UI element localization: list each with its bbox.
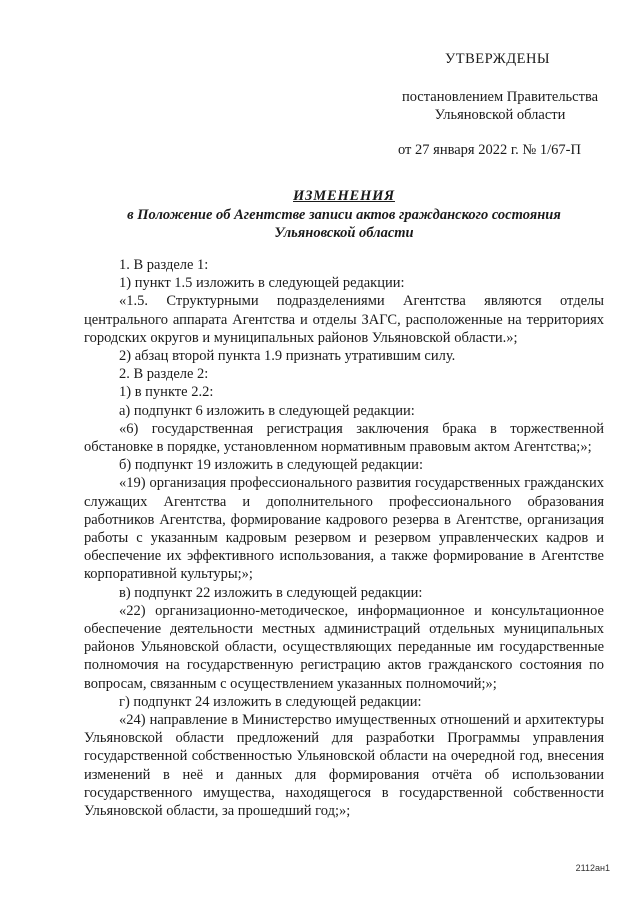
paragraph: 1. В разделе 1:	[119, 257, 209, 273]
paragraph: 2. В разделе 2:	[119, 366, 209, 383]
paragraph: «22) организационно-методическое, информационное и консультационное обеспечение деятельности местных администраций отдельных муниципальных районов Ульяновской области, осуществляющих переданные им государственные полномочия на государственную регистрацию актов гражданского состояния по вопросам, связанным с осуществлением указанных полномочий;»;	[84, 602, 604, 692]
paragraph: г) подпункт 24 изложить в следующей редакции:	[119, 693, 422, 710]
approval-block	[395, 88, 605, 124]
approval-line-1: постановлением Правительства	[401, 89, 599, 105]
paragraph: «24) направление в Министерство имущественных отношений и архитектуры Ульяновской области предложений для разработки Программы управления государственной собственностью Ульяновской области на очередной год, внесения изменений в неё и данных для формирования отчёта об использовании государственного имущества, находящегося в государственной собственности Ульяновской области, за прошедший год;»;	[84, 712, 604, 820]
paragraph: «19) организация профессионального развития государственных гражданских служащих Агентства и дополнительного профессионального образования работников Агентства, формирование кадрового резерва в Агентстве, организация работы с указанным кадровым резервом и резервом управленческих кадров и обеспечение их эффективного использования, а также формирование в Агентстве корпоративной культуры;»;	[84, 475, 604, 583]
paragraph: «6) государственная регистрация заключения брака в торжественной обстановке в порядке, установленном нормативным правовым актом Агентства;»;	[84, 420, 604, 456]
paragraph: в) подпункт 22 изложить в следующей редакции:	[119, 584, 423, 601]
document-title	[84, 187, 604, 243]
paragraph: 1) пункт 1.5 изложить в следующей редакции:	[119, 275, 405, 292]
title-line-2: в Положение об Агентстве записи актов гражданского состояния	[127, 206, 561, 223]
paragraph: а) подпункт 6 изложить в следующей редакции:	[119, 402, 415, 419]
approval-date: от 27 января 2022 г. № 1/67-П	[398, 142, 581, 158]
paragraph: 2) абзац второй пункта 1.9 признать утратившим силу.	[119, 348, 456, 365]
footer-code: 2112ан1	[575, 863, 610, 873]
title-line-3: Ульяновской области	[274, 225, 414, 241]
paragraph: 1) в пункте 2.2:	[119, 384, 214, 401]
title-line-1: ИЗМЕНЕНИЯ	[293, 188, 395, 204]
document-body	[84, 256, 604, 820]
approval-line-2: Ульяновской области	[434, 107, 566, 123]
paragraph: б) подпункт 19 изложить в следующей редакции:	[119, 457, 423, 474]
approval-heading: УТВЕРЖДЕНЫ	[445, 51, 551, 67]
paragraph: «1.5. Структурными подразделениями Агентства являются отделы центрального аппарата Агентства и отделы ЗАГС, расположенные на территориях городских округов и муниципальных районов Ульяновской области.»;	[84, 293, 604, 346]
